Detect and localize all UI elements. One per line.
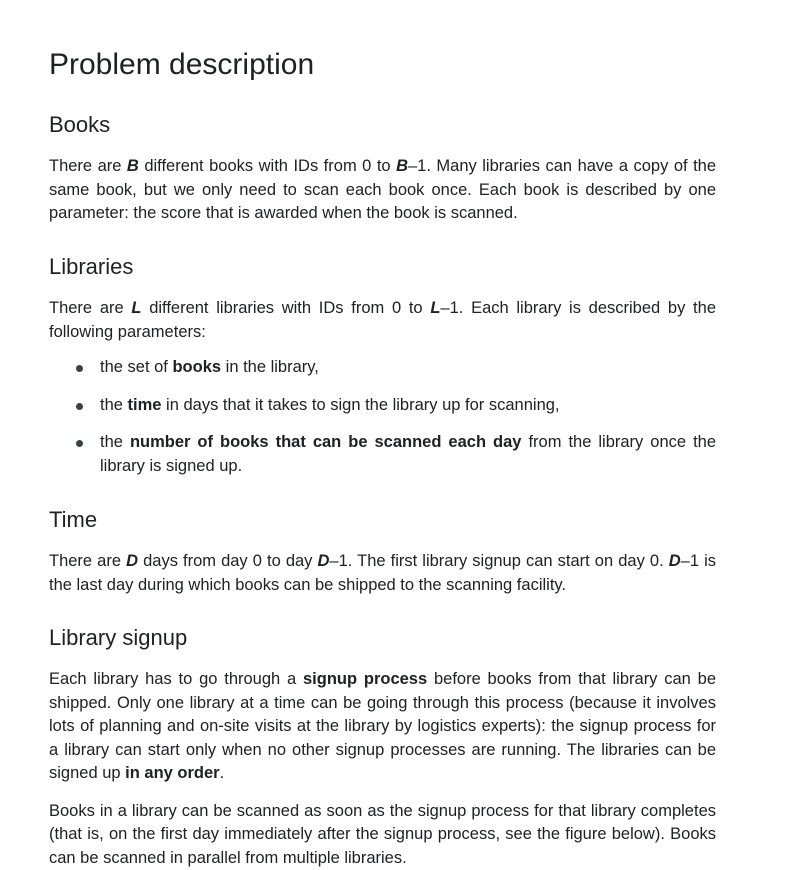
library-parameters-list — [49, 356, 716, 478]
section-heading-books: Books — [49, 111, 716, 139]
section-books — [49, 111, 716, 226]
list-item: the number of books that can be scanned each day from the library once the library is signed up. — [49, 431, 716, 478]
list-item: the time in days that it takes to sign the library up for scanning, — [49, 394, 716, 418]
page-title: Problem description — [49, 46, 314, 84]
section-library-signup — [49, 624, 716, 870]
section-libraries — [49, 253, 716, 492]
list-item: the set of books in the library, — [49, 356, 716, 380]
section-heading-time: Time — [49, 506, 716, 534]
section-heading-library-signup: Library signup — [49, 624, 716, 652]
section-heading-libraries: Libraries — [49, 253, 716, 281]
time-paragraph: There are D days from day 0 to day D–1. The first library signup can start on day 0. D–1 is the last day during which books can be shipped to the scanning facility. — [49, 550, 716, 597]
books-paragraph: There are B different books with IDs from 0 to B–1. Many libraries can have a copy of the same book, but we only need to scan each book once. Each book is described by one parameter: the score that is awarded when the book is scanned. — [49, 155, 716, 226]
signup-paragraph-1: Each library has to go through a signup process before books from that library can be shipped. Only one library at a time can be going through this process (because it involves lots of planning and on-site visits at the library by logistics experts): the signup process for a library can start only when no other signup processes are running. The libraries can be signed up in any order. — [49, 668, 716, 786]
libraries-paragraph: There are L different libraries with IDs from 0 to L–1. Each library is described by the following parameters: — [49, 297, 716, 344]
section-time — [49, 506, 716, 597]
signup-paragraph-2: Books in a library can be scanned as soon as the signup process for that library completes (that is, on the first day immediately after the signup process, see the figure below). Books can be scanned in parallel from multiple libraries. — [49, 800, 716, 870]
